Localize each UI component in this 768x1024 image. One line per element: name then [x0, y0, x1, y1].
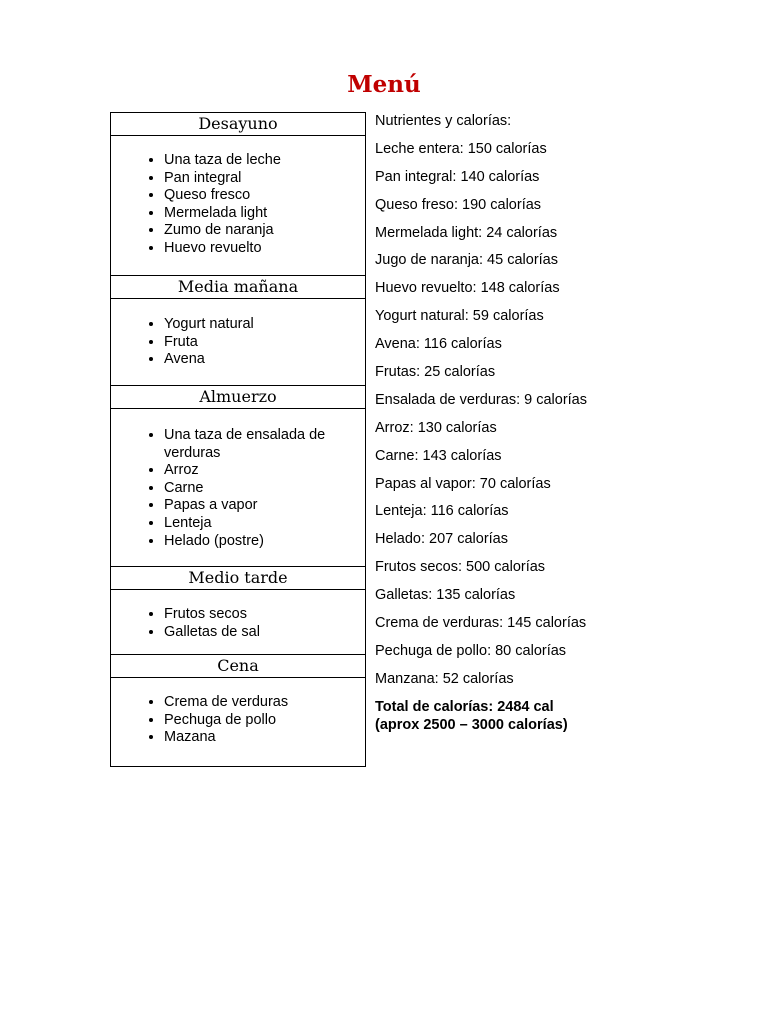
list-item: • Lenteja [164, 515, 365, 533]
nutrient-item: Arroz: 130 calorías [375, 419, 497, 436]
list-item: • Pan integral [164, 170, 365, 188]
list-item: • Una taza de leche [164, 152, 365, 170]
list-item: • Queso fresco [164, 187, 365, 205]
list-item: • Yogurt natural [164, 316, 365, 334]
page-title: Menú [347, 71, 421, 98]
nutrient-item: Leche entera: 150 calorías [375, 140, 547, 157]
nutrient-item: Ensalada de verduras: 9 calorías [375, 391, 587, 408]
meal-body-cena [111, 678, 366, 767]
calorie-range-line: (aprox 2500 – 3000 calorías) [375, 716, 568, 733]
nutrient-list [375, 112, 755, 734]
list-item: • Galletas de sal [164, 624, 365, 642]
nutrient-item: Pechuga de pollo: 80 calorías [375, 642, 567, 659]
meal-list [111, 590, 365, 641]
meal-body-almuerzo [111, 409, 366, 567]
list-item: • Arroz [164, 462, 365, 480]
nutrient-item: Helado: 207 calorías [375, 531, 508, 548]
list-item: • Fruta [164, 334, 365, 352]
nutrient-item: Crema de verduras: 145 calorías [375, 615, 587, 632]
meal-body-desayuno [111, 136, 366, 276]
nutrient-item: Yogurt natural: 59 calorías [375, 308, 544, 325]
meal-list [111, 409, 365, 550]
meal-heading-cena: Cena [111, 655, 366, 678]
list-item: • Huevo revuelto [164, 240, 365, 258]
nutrient-item: Papas al vapor: 70 calorías [375, 475, 551, 492]
list-item: • Crema de verduras [164, 694, 365, 712]
meal-body-media-manana [111, 299, 366, 386]
nutrient-item: Queso freso: 190 calorías [375, 196, 542, 213]
calorie-total [375, 698, 755, 734]
list-item: • Frutos secos [164, 606, 365, 624]
list-item: • Carne [164, 480, 365, 498]
meal-heading-media-manana: Media mañana [111, 276, 366, 299]
nutrient-item: Mermelada light: 24 calorías [375, 224, 558, 241]
meal-heading-desayuno: Desayuno [111, 113, 366, 136]
list-item: • Papas a vapor [164, 497, 365, 515]
list-item: • Una taza de ensalada de verduras [164, 427, 365, 462]
nutrient-item: Pan integral: 140 calorías [375, 168, 540, 185]
meal-table [110, 112, 366, 767]
meal-heading-medio-tarde: Medio tarde [111, 567, 366, 590]
meal-body-medio-tarde [111, 590, 366, 655]
nutrient-heading: Nutrientes y calorías: [375, 113, 512, 129]
meal-list [111, 299, 365, 369]
calorie-total-line: Total de calorías: 2484 cal [375, 698, 554, 715]
nutrient-item: Huevo revuelto: 148 calorías [375, 280, 560, 297]
meal-list [111, 136, 365, 258]
list-item: • Mermelada light [164, 205, 365, 223]
list-item: • Mazana [164, 729, 365, 747]
nutrient-item: Jugo de naranja: 45 calorías [375, 252, 558, 269]
nutrient-item: Frutos secos: 500 calorías [375, 559, 546, 576]
nutrient-item: Galletas: 135 calorías [375, 587, 516, 604]
list-item: • Avena [164, 351, 365, 369]
nutrient-item: Avena: 116 calorías [375, 336, 502, 353]
list-item: • Helado (postre) [164, 533, 365, 551]
list-item: • Zumo de naranja [164, 222, 365, 240]
meal-heading-almuerzo: Almuerzo [111, 386, 366, 409]
list-item: • Pechuga de pollo [164, 712, 365, 730]
nutrient-item: Lenteja: 116 calorías [375, 503, 509, 520]
meal-list [111, 678, 365, 747]
nutrient-item: Frutas: 25 calorías [375, 364, 496, 381]
nutrient-item: Carne: 143 calorías [375, 447, 502, 464]
nutrient-item: Manzana: 52 calorías [375, 670, 514, 687]
